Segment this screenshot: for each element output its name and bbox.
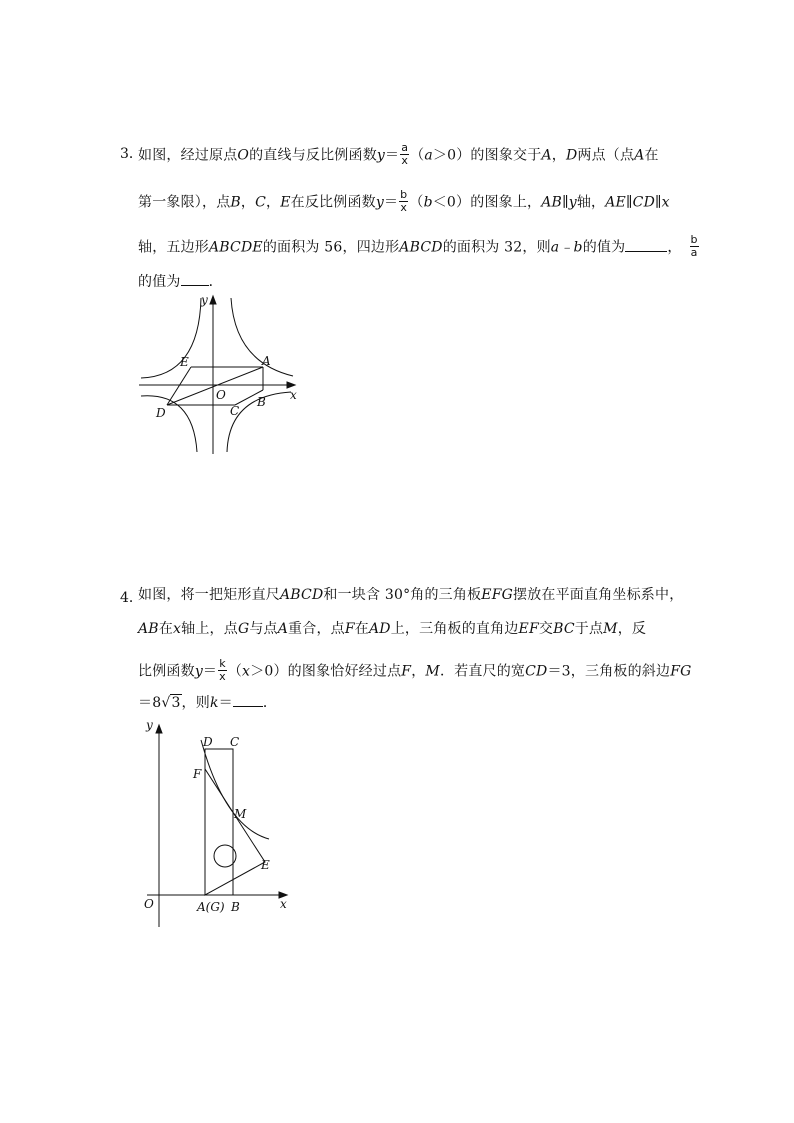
q4-line-2 bbox=[138, 621, 646, 637]
label-B: B bbox=[231, 900, 240, 914]
label-C: C bbox=[230, 735, 240, 749]
q4-var-EFG: EFG bbox=[481, 587, 513, 603]
q4-text: 比例函数 bbox=[138, 663, 195, 680]
q3-line-2 bbox=[138, 190, 670, 215]
label-AG: A(G) bbox=[197, 900, 225, 914]
q3-text: （ bbox=[409, 194, 424, 211]
q4-var-AB: AB bbox=[138, 621, 159, 637]
label-E: E bbox=[261, 858, 270, 872]
hyperbola-k-over-x bbox=[201, 740, 269, 839]
q3-text: 在反比例函数 bbox=[290, 194, 376, 211]
q4-text: 在 bbox=[354, 621, 369, 637]
fraction-denominator: x bbox=[401, 154, 409, 167]
q3-text: 如图，经过原点 bbox=[138, 147, 238, 164]
q4-text: 上，三角板的直角边 bbox=[390, 621, 519, 637]
fraction-numerator: b bbox=[400, 188, 408, 201]
q4-var-BC: BC bbox=[553, 621, 575, 637]
label-x: x bbox=[290, 388, 297, 402]
fraction-denominator: x bbox=[219, 670, 226, 683]
q4-fraction-k-over-x bbox=[218, 658, 227, 683]
q3-text: ， bbox=[667, 239, 682, 256]
q4-text: ． bbox=[262, 695, 278, 711]
q4-text: ＞0）的图象恰好经过点 bbox=[250, 663, 402, 680]
q4-var-FG: FG bbox=[670, 663, 692, 680]
q3-text: ． bbox=[208, 274, 223, 290]
q3-text: 轴， bbox=[576, 194, 606, 211]
q4-text: 在 bbox=[158, 621, 174, 637]
q3-var-b: b bbox=[423, 194, 433, 211]
q3-var-B: B bbox=[230, 194, 241, 211]
q4-var-F: F bbox=[401, 663, 412, 680]
label-C: C bbox=[230, 404, 240, 418]
label-E: E bbox=[180, 355, 189, 369]
q4-var-F: F bbox=[344, 621, 355, 637]
parallel-symbol: ∥ bbox=[655, 194, 662, 211]
fraction-denominator: x bbox=[400, 201, 408, 214]
q3-var-y: y bbox=[376, 147, 386, 164]
label-y: y bbox=[201, 293, 208, 307]
fraction-numerator: k bbox=[219, 657, 226, 670]
sqrt-symbol: √ bbox=[161, 695, 171, 711]
label-D: D bbox=[156, 406, 166, 420]
q4-text: ．若直尺的宽 bbox=[439, 663, 526, 680]
q3-text: ＝ bbox=[385, 147, 400, 164]
answer-blank[interactable] bbox=[181, 273, 209, 286]
q3-text: ＝ bbox=[383, 194, 399, 211]
q3-text: 的直线与反比例函数 bbox=[249, 147, 377, 164]
q3-text: 在 bbox=[644, 147, 659, 164]
q4-text: 交 bbox=[538, 621, 554, 637]
hyperbola-b-branch-2 bbox=[141, 298, 201, 378]
label-D: D bbox=[203, 735, 213, 749]
label-y: y bbox=[146, 718, 153, 732]
q3-var-AB: AB bbox=[541, 194, 563, 211]
q4-text: 如图，将一把矩形直尺 bbox=[138, 587, 280, 603]
q3-text: ， bbox=[551, 147, 566, 164]
line-DA bbox=[167, 367, 263, 405]
label-B: B bbox=[257, 395, 266, 409]
q4-var-M: M bbox=[425, 663, 440, 680]
q4-line-4 bbox=[138, 694, 277, 711]
q4-text: 和一块含 30°角的三角板 bbox=[323, 587, 482, 603]
label-O: O bbox=[216, 388, 226, 402]
label-A: A bbox=[262, 354, 271, 368]
q4-var-G: G bbox=[237, 621, 250, 637]
q4-text: ， bbox=[411, 663, 426, 680]
q4-text: 于点 bbox=[574, 621, 604, 637]
answer-blank[interactable] bbox=[625, 239, 667, 252]
q4-text: ，反 bbox=[617, 621, 647, 637]
triangle-EFG bbox=[205, 769, 265, 895]
q3-var-y: y bbox=[568, 194, 577, 211]
q3-line-1 bbox=[138, 143, 659, 168]
q3-var-CD: CD bbox=[632, 194, 655, 211]
answer-blank[interactable] bbox=[233, 694, 263, 707]
q4-text: 轴上，点 bbox=[181, 621, 238, 637]
q3-var-D: D bbox=[565, 147, 578, 164]
y-axis-arrow bbox=[156, 725, 162, 733]
q3-fraction-b-over-a bbox=[690, 234, 699, 259]
q4-figure bbox=[135, 715, 305, 930]
label-M: M bbox=[234, 807, 247, 821]
q3-expr-a-minus-b: a﹣b bbox=[550, 239, 583, 256]
q3-text: ， bbox=[240, 194, 256, 211]
q3-var-E: E bbox=[280, 194, 291, 211]
q3-fraction-b-over-x bbox=[399, 189, 408, 214]
q3-fraction-a-over-x bbox=[400, 142, 409, 167]
q4-text: 摆放在平面直角坐标系中， bbox=[513, 587, 684, 603]
q3-var-ABCD: ABCD bbox=[399, 239, 443, 256]
q3-text: 两点（点 bbox=[577, 147, 635, 164]
line-DE bbox=[167, 367, 191, 405]
fraction-numerator: b bbox=[690, 233, 698, 246]
q4-var-EF: EF bbox=[518, 621, 539, 637]
q3-text: ＜0）的图象上， bbox=[432, 194, 542, 211]
fraction-numerator: a bbox=[401, 141, 409, 154]
q4-text: ＝3，三角板的斜边 bbox=[547, 663, 671, 680]
q4-var-k: k bbox=[209, 695, 219, 711]
q3-figure bbox=[135, 292, 315, 462]
q4-text: ＝8 bbox=[138, 695, 162, 711]
q3-text: 的面积为 56，四边形 bbox=[262, 239, 400, 256]
q3-var-C: C bbox=[255, 194, 267, 211]
q3-text: 轴，五边形 bbox=[138, 239, 209, 256]
q3-text: ＞0）的图象交于 bbox=[432, 147, 542, 164]
q3-var-a: a bbox=[424, 147, 433, 164]
q3-line-4 bbox=[138, 273, 223, 290]
q4-line-1 bbox=[138, 587, 683, 603]
q4-text: （ bbox=[227, 663, 243, 680]
label-O: O bbox=[144, 897, 154, 911]
q4-text: ，则 bbox=[181, 695, 210, 711]
parallel-symbol: ∥ bbox=[562, 194, 569, 211]
q3-line-3 bbox=[138, 235, 700, 260]
q4-var-y: y bbox=[194, 663, 203, 680]
ruler-ABCD bbox=[205, 749, 233, 895]
q4-text: 与点 bbox=[249, 621, 278, 637]
q4-var-x: x bbox=[173, 621, 182, 637]
fraction-denominator: a bbox=[690, 246, 698, 259]
sqrt-radicand: 3 bbox=[171, 695, 181, 711]
q3-text: 第一象限），点 bbox=[138, 194, 231, 211]
q3-text: 的值为 bbox=[582, 239, 626, 256]
q4-text: ＝ bbox=[202, 663, 218, 680]
q3-var-A: A bbox=[634, 147, 645, 164]
label-x: x bbox=[280, 897, 287, 911]
q3-text: （ bbox=[410, 147, 425, 164]
q3-var-ABCDE: ABCDE bbox=[209, 239, 263, 256]
q3-var-x: x bbox=[661, 194, 670, 211]
q3-text: 的值为 bbox=[138, 274, 181, 290]
q3-var-O: O bbox=[237, 147, 250, 164]
y-axis-arrow bbox=[210, 296, 216, 304]
q4-var-ABCD: ABCD bbox=[280, 587, 324, 603]
q3-text: ， bbox=[266, 194, 281, 211]
q3-var-A: A bbox=[541, 147, 552, 164]
q4-text: ＝ bbox=[218, 695, 233, 711]
q4-var-A: A bbox=[277, 621, 289, 637]
q3-var-AE: AE bbox=[605, 194, 626, 211]
label-F: F bbox=[193, 767, 202, 781]
q3-text: 的面积为 32，则 bbox=[442, 239, 551, 256]
parallel-symbol: ∥ bbox=[625, 194, 633, 211]
q4-number: 4． bbox=[120, 590, 143, 606]
q4-var-M: M bbox=[603, 621, 618, 637]
q4-text: 重合，点 bbox=[288, 621, 345, 637]
q4-line-3 bbox=[138, 659, 692, 684]
q4-var-AD: AD bbox=[368, 621, 391, 637]
q4-var-x: x bbox=[242, 663, 251, 680]
q3-number: 3． bbox=[120, 146, 143, 162]
q3-var-y: y bbox=[375, 194, 384, 211]
q4-var-CD: CD bbox=[525, 663, 548, 680]
